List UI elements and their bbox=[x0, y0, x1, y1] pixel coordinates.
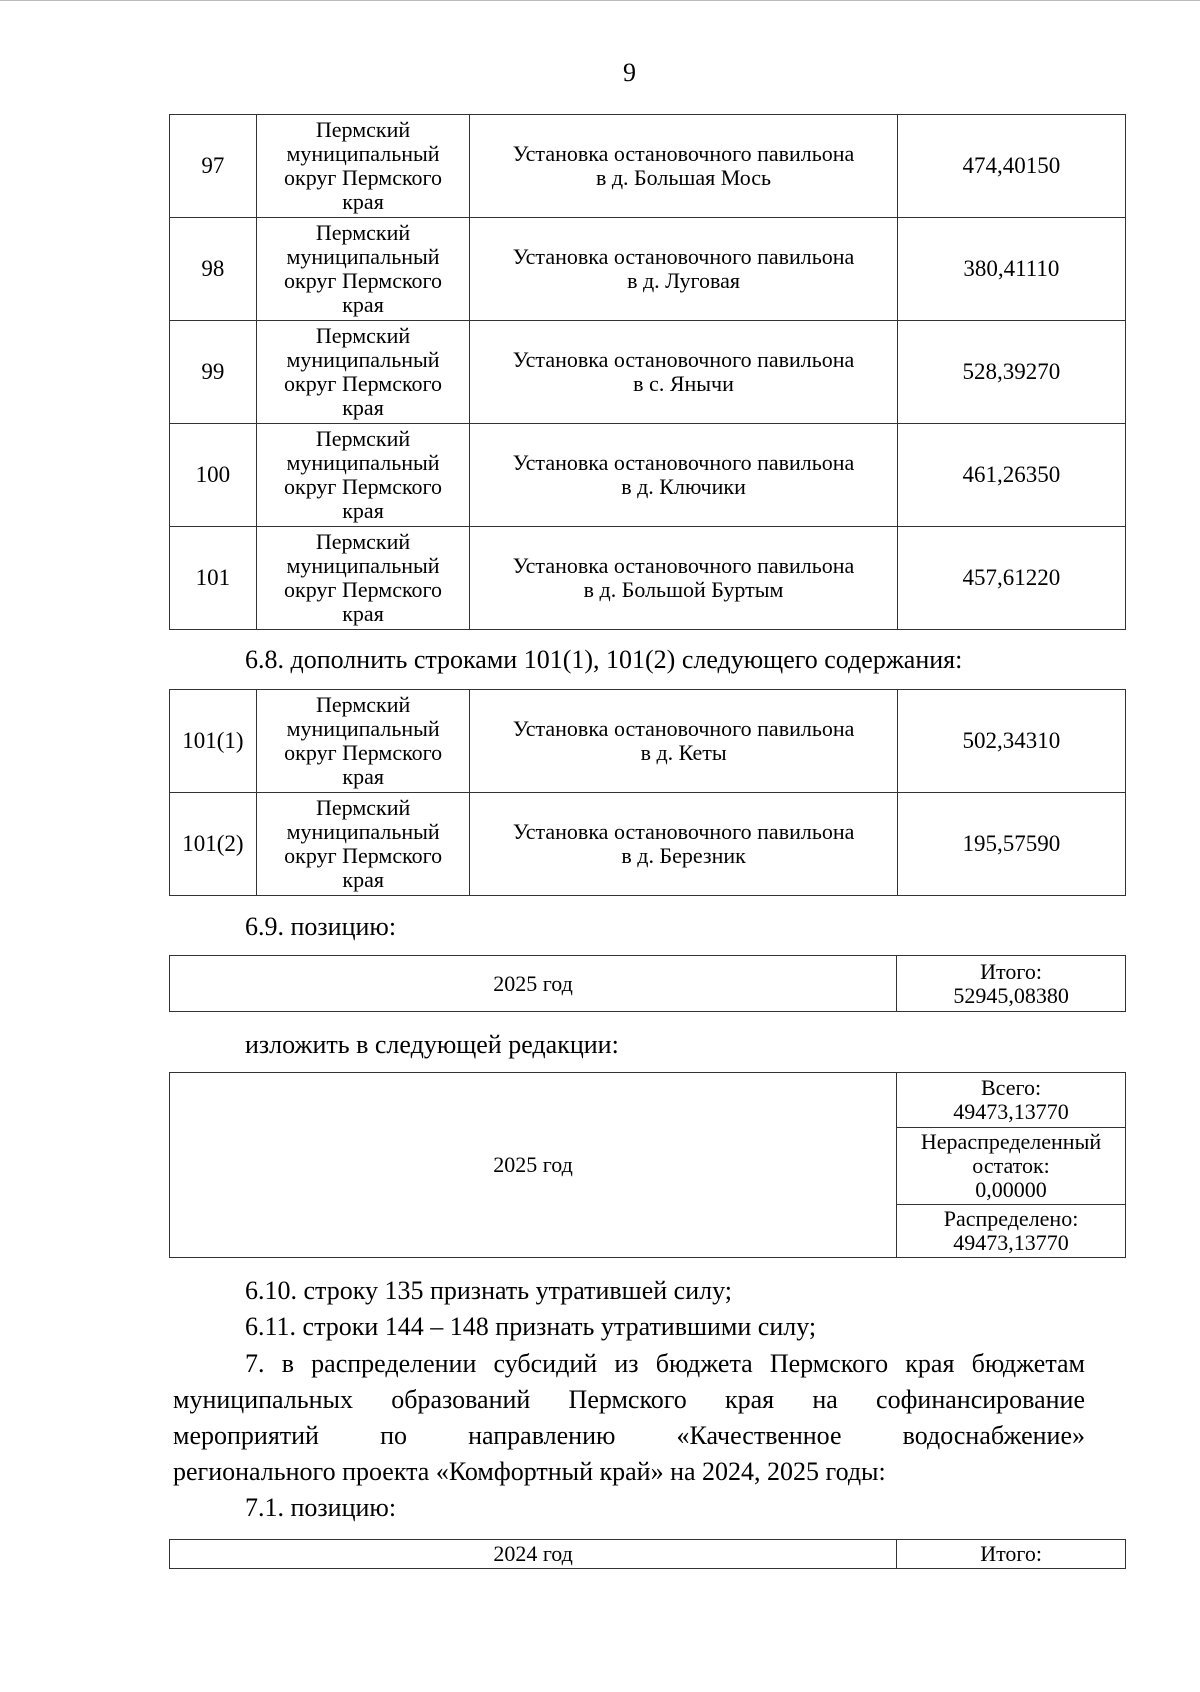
description-cell-line: Установка остановочного павильона bbox=[512, 244, 855, 269]
total-value: 52945,08380 bbox=[953, 982, 1069, 1008]
table-row bbox=[170, 115, 1126, 218]
description-cell bbox=[470, 321, 897, 424]
description-cell-line: в д. Березник bbox=[621, 843, 746, 868]
description-cell-line: Установка остановочного павильона bbox=[512, 450, 855, 475]
distributed-value: 49473,13770 bbox=[953, 1230, 1069, 1255]
table-row bbox=[170, 793, 1126, 896]
position-table-2024 bbox=[169, 1539, 1126, 1569]
municipality-cell-line: Пермский bbox=[316, 692, 411, 717]
municipality-cell-line: края bbox=[342, 292, 384, 317]
municipality-cell-line: округ Пермского bbox=[284, 268, 443, 293]
row-number: 99 bbox=[170, 321, 257, 424]
amount-cell: 195,57590 bbox=[897, 793, 1125, 896]
municipality-cell-line: Пермский bbox=[315, 529, 411, 554]
paragraph-6-8: 6.8. дополнить строками 101(1), 101(2) следующего содержания: bbox=[245, 645, 963, 674]
new-edition-table bbox=[169, 1072, 1126, 1258]
municipality-cell-line: округ Пермского bbox=[284, 165, 443, 190]
municipality-cell-line: муниципальный bbox=[286, 716, 440, 741]
remain-value: 0,00000 bbox=[975, 1177, 1047, 1202]
description-cell bbox=[470, 424, 897, 527]
municipality-cell-line: округ Пермского bbox=[284, 740, 443, 765]
table-row bbox=[170, 321, 1126, 424]
amount-cell: 528,39270 bbox=[897, 321, 1125, 424]
paragraph-7-line-3: мероприятий по направлению «Качественное водоснабжение» bbox=[173, 1421, 1085, 1450]
remain-label-2: остаток: bbox=[972, 1153, 1050, 1178]
table-row bbox=[170, 527, 1126, 630]
municipality-cell bbox=[256, 793, 470, 896]
table-row bbox=[170, 690, 1126, 793]
total-cell bbox=[897, 956, 1126, 1012]
description-cell-line: в д. Ключики bbox=[621, 474, 746, 499]
description-cell-line: в д. Большой Буртым bbox=[583, 577, 784, 602]
amount-cell: 380,41110 bbox=[897, 218, 1125, 321]
page-edge bbox=[0, 0, 1200, 1]
municipality-cell-line: округ Пермского bbox=[284, 577, 443, 602]
municipality-cell-line: края bbox=[342, 395, 384, 420]
municipality-cell-line: Пермский bbox=[315, 117, 411, 142]
paragraph-7-line-1: 7. в распределении субсидий из бюджета Пермского края бюджетам bbox=[245, 1349, 1085, 1378]
municipality-cell-line: Пермский bbox=[315, 426, 411, 451]
municipality-cell-line: муниципальный bbox=[286, 553, 440, 578]
page-number: 9 bbox=[623, 58, 636, 87]
position-table bbox=[169, 955, 1126, 1012]
row-number: 101(1) bbox=[170, 690, 257, 793]
municipality-cell-line: Пермский bbox=[315, 323, 411, 348]
subsidy-table bbox=[169, 114, 1126, 630]
municipality-cell-line: края bbox=[342, 867, 384, 892]
total-cell: Итого: bbox=[897, 1540, 1126, 1569]
municipality-cell-line: муниципальный bbox=[286, 450, 440, 475]
municipality-cell bbox=[256, 527, 470, 630]
added-rows-table bbox=[169, 689, 1126, 896]
municipality-cell-line: муниципальный bbox=[286, 347, 440, 372]
amount-cell: 457,61220 bbox=[897, 527, 1125, 630]
year-cell: 2024 год bbox=[170, 1540, 897, 1569]
row-number: 98 bbox=[170, 218, 257, 321]
paragraph-6-9: 6.9. позицию: bbox=[245, 912, 397, 941]
table-row bbox=[170, 424, 1126, 527]
amount-cell: 474,40150 bbox=[897, 115, 1125, 218]
municipality-cell-line: округ Пермского bbox=[284, 474, 443, 499]
paragraph-6-10: 6.10. строку 135 признать утратившей силу; bbox=[245, 1276, 732, 1305]
year-cell: 2025 год bbox=[170, 956, 897, 1012]
description-cell-line: в д. Большая Мось bbox=[595, 165, 772, 190]
description-cell-line: Установка остановочного павильона bbox=[512, 716, 855, 741]
municipality-cell-line: Пермский bbox=[316, 795, 411, 820]
description-cell-line: в д. Луговая bbox=[627, 268, 740, 293]
description-cell bbox=[470, 218, 897, 321]
municipality-cell-line: округ Пермского bbox=[284, 371, 443, 396]
municipality-cell-line: муниципальный bbox=[286, 141, 440, 166]
description-cell-line: Установка остановочного павильона bbox=[512, 141, 855, 166]
description-cell-line: в д. Кеты bbox=[640, 740, 727, 765]
remain-cell bbox=[897, 1128, 1126, 1205]
paragraph-6-11: 6.11. строки 144 – 148 признать утратившими силу; bbox=[245, 1312, 817, 1341]
row-number: 97 bbox=[170, 115, 257, 218]
row-number: 101 bbox=[170, 527, 257, 630]
distributed-cell bbox=[897, 1205, 1126, 1258]
amount-cell: 502,34310 bbox=[897, 690, 1125, 793]
total-label: Итого: bbox=[980, 958, 1042, 984]
description-cell-line: Установка остановочного павильона bbox=[512, 819, 855, 844]
table-row bbox=[170, 218, 1126, 321]
municipality-cell bbox=[256, 321, 470, 424]
municipality-cell-line: края bbox=[342, 601, 384, 626]
paragraph-new-edition: изложить в следующей редакции: bbox=[245, 1030, 619, 1059]
municipality-cell bbox=[256, 690, 470, 793]
municipality-cell-line: края bbox=[342, 189, 384, 214]
municipality-cell-line: Пермский bbox=[315, 220, 411, 245]
paragraph-7-line-2: муниципальных образований Пермского края на софинансирование bbox=[173, 1385, 1085, 1414]
remain-label: Нераспределенный bbox=[920, 1129, 1102, 1154]
distributed-label: Распределено: bbox=[943, 1206, 1079, 1231]
municipality-cell-line: муниципальный bbox=[286, 819, 440, 844]
description-cell bbox=[470, 527, 897, 630]
description-cell bbox=[470, 115, 897, 218]
municipality-cell bbox=[256, 424, 470, 527]
paragraph-7-1: 7.1. позицию: bbox=[245, 1493, 397, 1522]
municipality-cell bbox=[256, 218, 470, 321]
municipality-cell-line: края bbox=[342, 498, 384, 523]
description-cell-line: Установка остановочного павильона bbox=[512, 347, 855, 372]
description-cell-line: Установка остановочного павильона bbox=[512, 553, 855, 578]
all-value: 49473,13770 bbox=[953, 1099, 1069, 1124]
year-cell: 2025 год bbox=[170, 1073, 897, 1258]
description-cell bbox=[470, 690, 897, 793]
amount-cell: 461,26350 bbox=[897, 424, 1125, 527]
municipality-cell-line: края bbox=[342, 764, 384, 789]
all-label: Всего: bbox=[981, 1075, 1042, 1100]
municipality-cell-line: муниципальный bbox=[286, 244, 440, 269]
description-cell-line: в с. Янычи bbox=[633, 371, 734, 396]
paragraph-7-line-4: регионального проекта «Комфортный край» на 2024, 2025 годы: bbox=[173, 1457, 886, 1486]
all-cell bbox=[897, 1073, 1126, 1128]
description-cell bbox=[470, 793, 897, 896]
row-number: 100 bbox=[170, 424, 257, 527]
row-number: 101(2) bbox=[170, 793, 257, 896]
municipality-cell bbox=[256, 115, 470, 218]
municipality-cell-line: округ Пермского bbox=[284, 843, 443, 868]
